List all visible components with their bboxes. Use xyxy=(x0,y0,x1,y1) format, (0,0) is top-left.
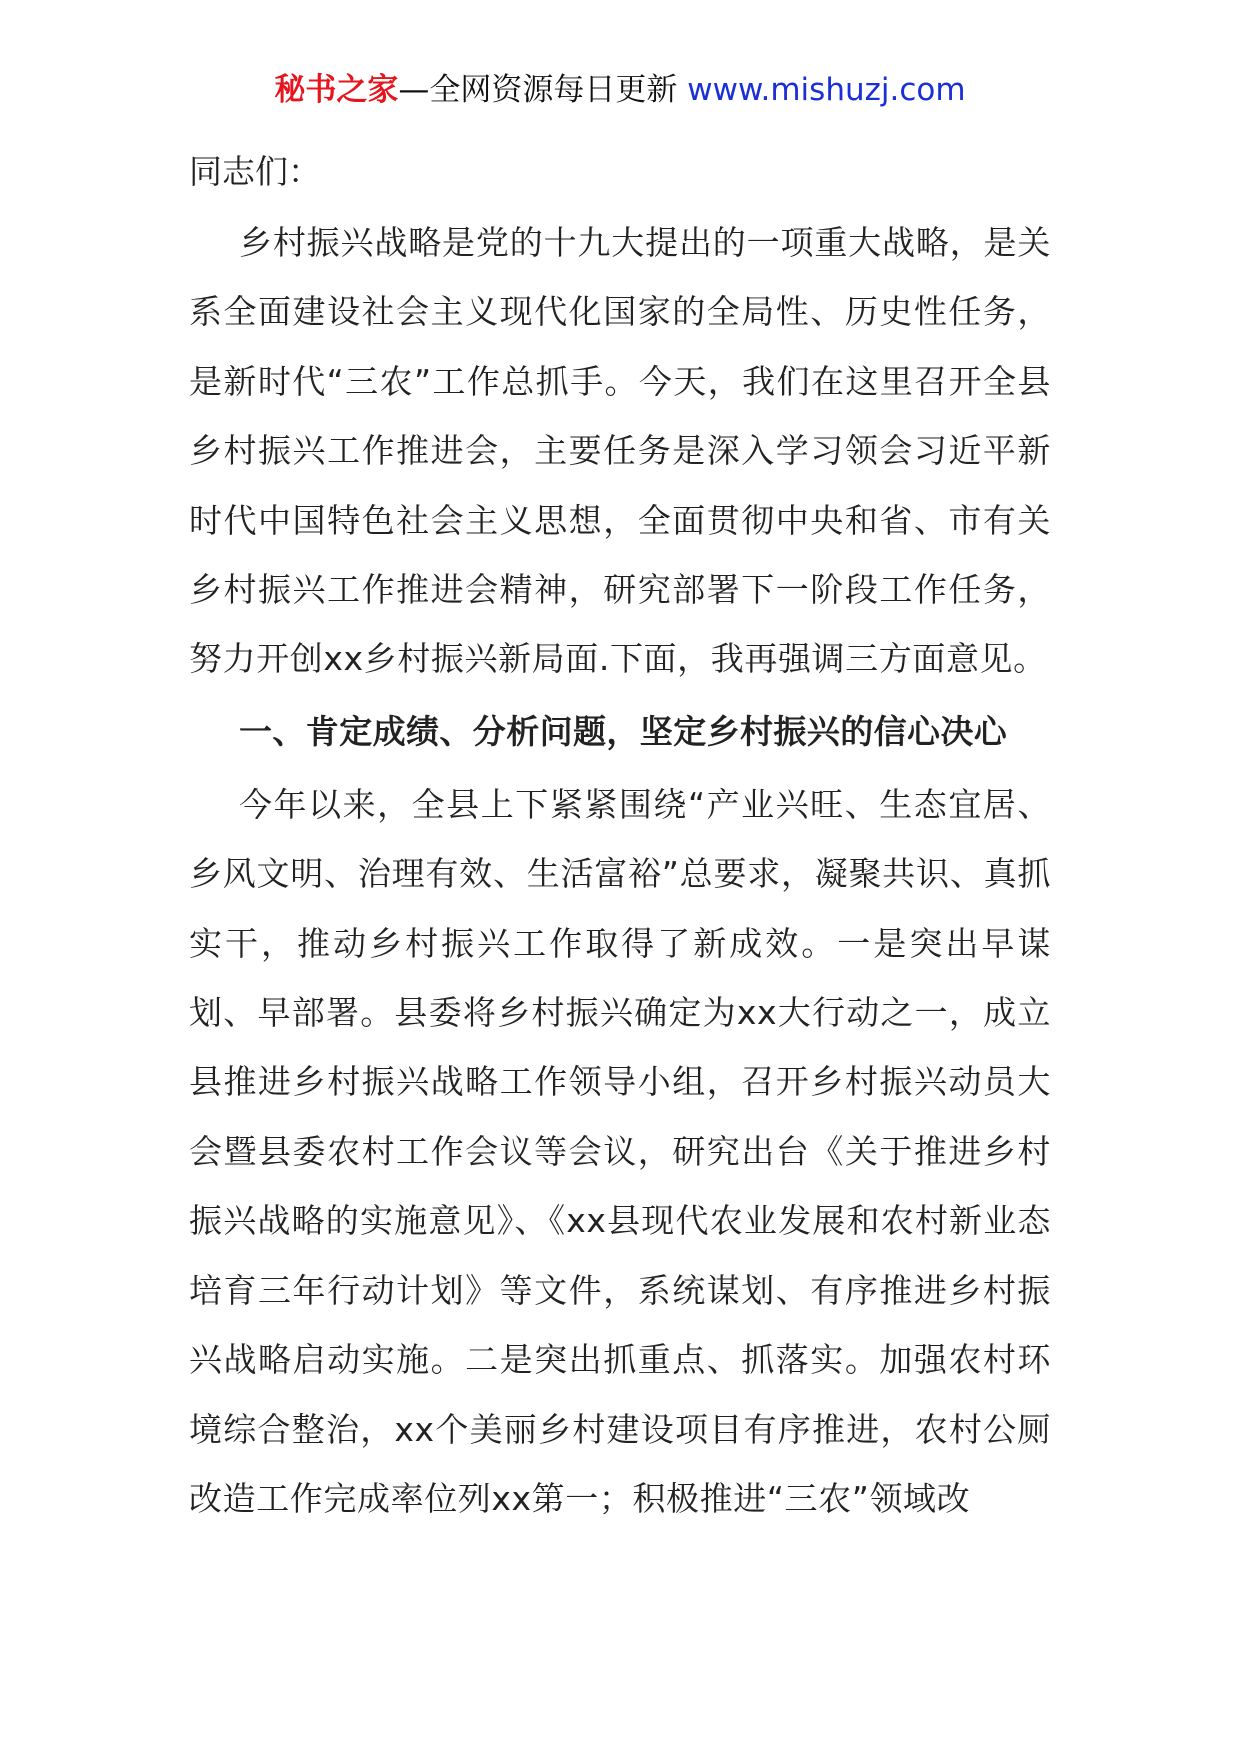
body-paragraph: 今年以来，全县上下紧紧围绕“产业兴旺、生态宜居、乡风文明、治理有效、生活富裕”总要求，凝聚共识、真抓实干，推动乡村振兴工作取得了新成效。一是突出早谋划、早部署。县委将乡村振兴确定为xx大行动之一，成立县推进乡村振兴战略工作领导小组，召开乡村振兴动员大会暨县委农村工作会议等会议，研究出台《关于推进乡村振兴战略的实施意见》、《xx县现代农业发展和农村新业态培育三年行动计划》等文件，系统谋划、有序推进乡村振兴战略启动实施。二是突出抓重点、抓落实。加强农村环境综合整治，xx个美丽乡村建设项目有序推进，农村公厕改造工作完成率位列xx第一；积极推进“三农”领域改 xyxy=(189,784,1051,1518)
section-heading: 一、肯定成绩、分析问题，坚定乡村振兴的信心决心 xyxy=(239,711,1008,751)
site-slogan: —全网资源每日更新 xyxy=(398,72,678,108)
brand-name: 秘书之家 xyxy=(274,72,399,108)
salutation: 同志们： xyxy=(189,152,321,191)
document-body xyxy=(189,138,1051,1533)
site-header xyxy=(0,68,1240,112)
intro-paragraph: 乡村振兴战略是党的十九大提出的一项重大战略，是关系全面建设社会主义现代化国家的全局性、历史性任务，是新时代“三农”工作总抓手。今天，我们在这里召开全县乡村振兴工作推进会，主要任务是深入学习领会习近平新时代中国特色社会主义思想，全面贯彻中央和省、市有关乡村振兴工作推进会精神，研究部署下一阶段工作任务，努力开创xx乡村振兴新局面.下面，我再强调三方面意见。 xyxy=(189,223,1051,679)
site-url-link[interactable]: www.mishuzj.com xyxy=(687,72,966,108)
